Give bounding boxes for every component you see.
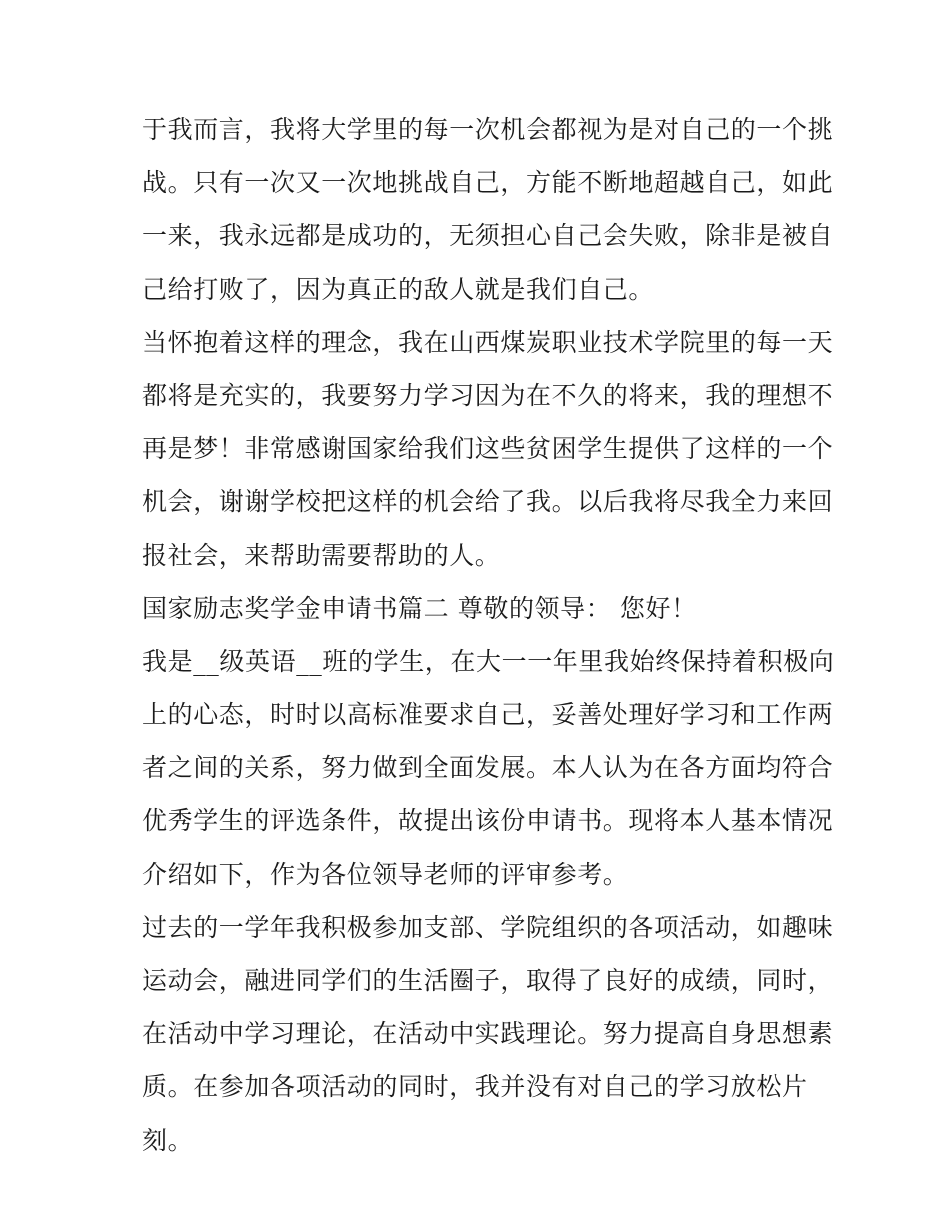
text-line: 在活动中学习理论，在活动中实践理论。努力提高自身思想素 — [142, 1019, 834, 1049]
text-line: 优秀学生的评选条件，故提出该份申请书。现将本人基本情况 — [142, 806, 834, 836]
text-line: 运动会，融进同学们的生活圈子，取得了良好的成绩，同时， — [142, 966, 834, 995]
text-line: 于我而言，我将大学里的每一次机会都视为是对自己的一个挑 — [142, 115, 834, 144]
text-line: 者之间的关系，努力做到全面发展。本人认为在各方面均符合 — [142, 753, 834, 783]
text-line: 战。只有一次又一次地挑战自己，方能不断地超越自己，如此 — [142, 168, 834, 198]
section-heading-line: 国家励志奖学金申请书篇二 尊敬的领导： 您好！ — [142, 593, 697, 623]
text-line: 过去的一学年我积极参加支部、学院组织的各项活动，如趣味 — [142, 912, 834, 942]
text-line: 当怀抱着这样的理念，我在山西煤炭职业技术学院里的每一天 — [142, 327, 834, 357]
text-line: 介绍如下，作为各位领导老师的评审参考。 — [142, 859, 629, 889]
text-line: 质。在参加各项活动的同时，我并没有对自己的学习放松片 — [142, 1072, 808, 1102]
text-line: 再是梦！非常感谢国家给我们这些贫困学生提供了这样的一个 — [142, 434, 834, 464]
text-line: 都将是充实的，我要努力学习因为在不久的将来，我的理想不 — [142, 380, 834, 410]
text-line: 报社会，来帮助需要帮助的人。 — [142, 540, 501, 570]
document-body — [142, 103, 835, 1167]
text-line: 刻。 — [142, 1125, 194, 1155]
text-line: 上的心态，时时以高标准要求自己，妥善处理好学习和工作两 — [142, 700, 834, 730]
text-line: 机会，谢谢学校把这样的机会给了我。以后我将尽我全力来回 — [142, 487, 834, 517]
text-line: 己给打败了，因为真正的敌人就是我们自己。 — [142, 274, 655, 304]
text-line: 一来，我永远都是成功的，无须担心自己会失败，除非是被自 — [142, 221, 834, 251]
text-line: 我是__级英语__班的学生，在大一一年里我始终保持着积极向 — [142, 646, 835, 676]
